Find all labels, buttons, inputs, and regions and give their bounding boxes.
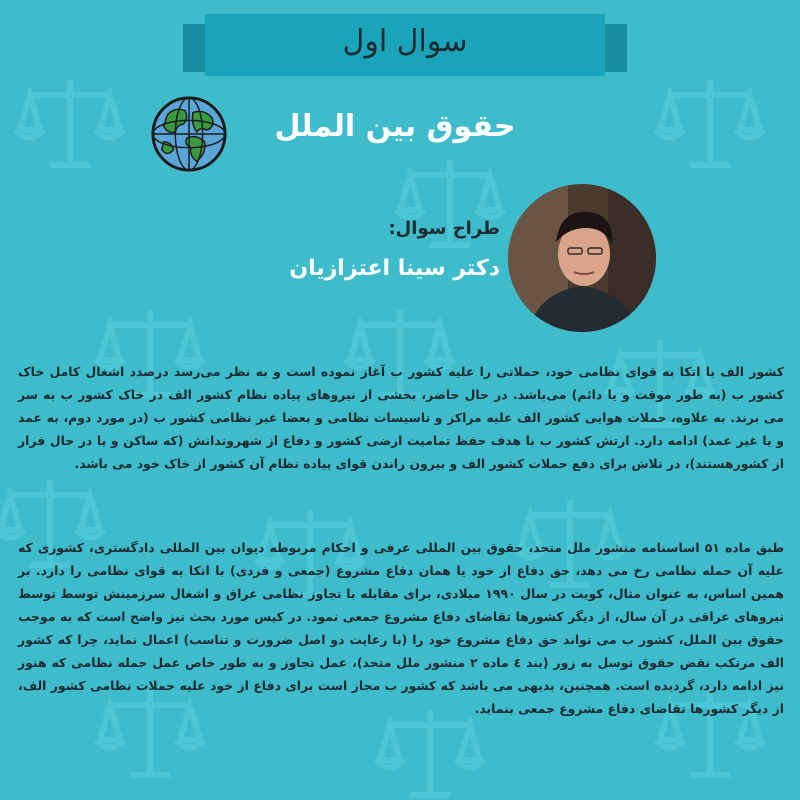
designer-label: طراح سوال: (388, 218, 500, 239)
scenario-paragraph: کشور الف با اتکا به قوای نظامی خود، حملاتی را علیه کشور ب آغاز نموده است و به نظر می‌رسد درصدد اشغال کامل خاک کشور ب (به طور موقت و یا دائم) می‌باشد. در حال حاضر، بخشی از نیروهای پیاده نظام کشور الف در خاک کشور ب به سر می برند. به علاوه، حملات هوایی کشور الف علیه مراکز و تاسیسات نظامی و بعضا غیر نظامی کشور ب (در مورد دوم، به عمد و یا غیر عمد) ادامه دارد. ارتش کشور ب با هدف حفظ تمامیت ارضی کشور و دفاع از شهروندانش (که ساکن و یا در حال فرار از کشورهستند)، در تلاش برای دفع حملات کشور الف و بیرون راندن قوای پیاده نظام آن کشور از خاک خود می باشد. (18, 364, 784, 471)
designer-photo (508, 184, 656, 332)
legal-analysis-paragraph: طبق ماده ۵۱ اساسنامه منشور ملل متحد، حقوق بین المللی عرفی و احکام مربوطه دیوان بین المللی دادگستری، کشوری که علیه آن حمله نظامی رخ می دهد، حق دفاع از خود یا همان دفاع مشروع (جمعی و فردی) با اتکا به قوای نظامی را دارد. بر همین اساس، به عنوان مثال، کویت در سال ۱۹۹۰ میلادی، برای مقابله با تجاوز نظامی عراق و اشغال سرزمینش توسط توسط نیروهای عراقی در آن سال، از دیگر کشورها تقاضای دفاع مشروع جمعی نمود. در کیس مورد بحث نیز واضح است که به موجب حقوق بین الملل، کشور ب می تواند حق دفاع مشروع خود را (با رعایت دو اصل ضرورت و تناسب) اعمال نماید، چرا که کشور الف مرتکب نقض حقوق توسل به زور (بند ٤ ماده ٢ منشور ملل متحد)، عمل تجاوز و به طور خاص عمل حمله نظامی که هنوز نیز ادامه دارد، گردیده است. همچنین، بدیهی می باشد که کشور ب مجاز است برای دفاع از خود علیه حملات نظامی کشور الف، از دیگر کشورها تقاضای دفاع مشروع جمعی بنماید. (18, 540, 784, 716)
designer-name: دکتر سینا اعتزازیان (289, 256, 500, 281)
question-title: سوال اول (342, 24, 468, 59)
globe-icon (150, 95, 228, 173)
topic-title: حقوق بین الملل (274, 109, 516, 144)
